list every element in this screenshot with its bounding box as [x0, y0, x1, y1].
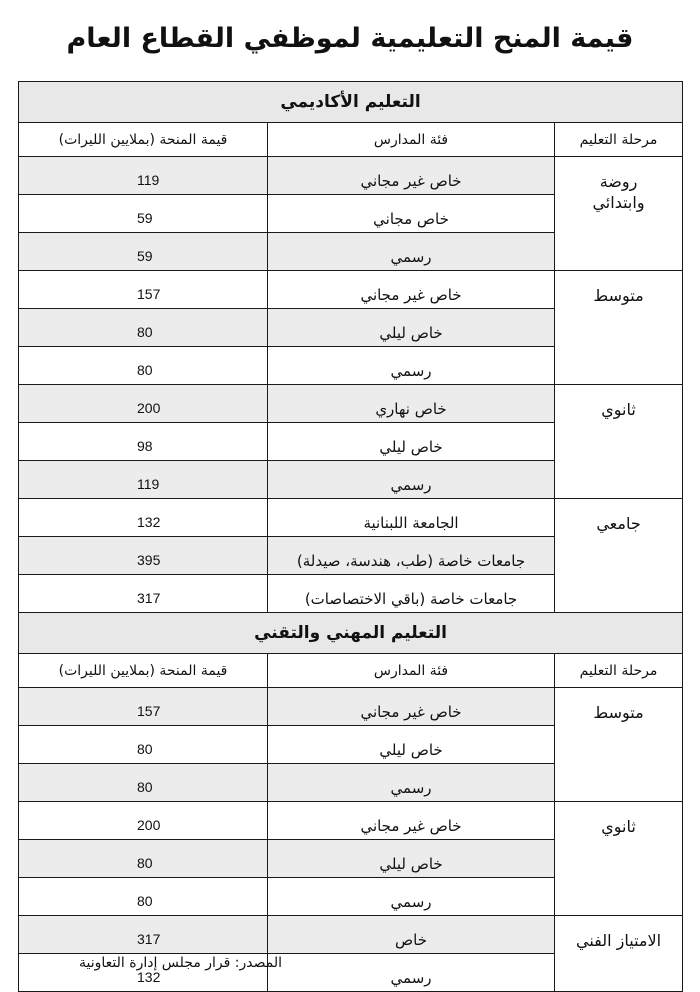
table-row	[19, 271, 683, 309]
school-type-cell: رسمي	[268, 878, 555, 916]
school-type-cell: جامعات خاصة (طب، هندسة، صيدلة)	[268, 537, 555, 575]
grant-value-cell: 200	[19, 385, 268, 423]
page-title: قيمة المنح التعليمية لموظفي القطاع العام	[66, 23, 634, 54]
table-row	[19, 385, 683, 423]
column-header-stage: مرحلة التعليم	[555, 654, 683, 688]
school-type-cell: جامعات خاصة (باقي الاختصاصات)	[268, 575, 555, 613]
school-type-cell: رسمي	[268, 347, 555, 385]
stage-cell	[555, 802, 683, 916]
grant-value-cell: 132	[19, 499, 268, 537]
grant-value-cell: 59	[19, 195, 268, 233]
school-type-cell: رسمي	[268, 233, 555, 271]
school-type-cell: خاص ليلي	[268, 726, 555, 764]
stage-cell	[555, 271, 683, 385]
grant-value-cell: 317	[19, 575, 268, 613]
stage-label: ثانوي	[601, 817, 636, 836]
grant-value-cell: 395	[19, 537, 268, 575]
stage-label: ثانوي	[601, 400, 636, 419]
grant-value-cell: 80	[19, 840, 268, 878]
grants-table-body	[19, 82, 683, 992]
school-type-cell: خاص مجاني	[268, 195, 555, 233]
column-header-value: قيمة المنحة (بملايين الليرات)	[19, 123, 268, 157]
table-row	[19, 499, 683, 537]
section-heading-row	[19, 82, 683, 123]
section-heading: التعليم الأكاديمي	[19, 82, 683, 123]
grants-table	[18, 81, 683, 992]
column-header-row	[19, 654, 683, 688]
grant-value-cell: 119	[19, 157, 268, 195]
table-row	[19, 688, 683, 726]
school-type-cell: خاص	[268, 916, 555, 954]
grant-value-cell: 200	[19, 802, 268, 840]
grant-value-cell: 119	[19, 461, 268, 499]
table-row	[19, 157, 683, 195]
stage-cell	[555, 916, 683, 992]
school-type-cell: الجامعة اللبنانية	[268, 499, 555, 537]
grant-value-cell: 132	[19, 954, 268, 992]
school-type-cell: خاص غير مجاني	[268, 271, 555, 309]
grant-value-cell: 98	[19, 423, 268, 461]
column-header-value: قيمة المنحة (بملايين الليرات)	[19, 654, 268, 688]
stage-label: متوسط	[593, 703, 644, 722]
grant-value-cell: 80	[19, 726, 268, 764]
grant-value-cell: 80	[19, 764, 268, 802]
school-type-cell: خاص غير مجاني	[268, 802, 555, 840]
stage-cell	[555, 499, 683, 613]
column-header-row	[19, 123, 683, 157]
grant-value-cell: 317	[19, 916, 268, 954]
column-header-type: فئة المدارس	[268, 123, 555, 157]
stage-label: روضة	[599, 172, 638, 191]
column-header-stage: مرحلة التعليم	[555, 123, 683, 157]
stage-label: جامعي	[596, 514, 641, 533]
school-type-cell: خاص ليلي	[268, 840, 555, 878]
grant-value-cell: 157	[19, 688, 268, 726]
section-heading: التعليم المهني والتقني	[19, 613, 683, 654]
grant-value-cell: 80	[19, 878, 268, 916]
school-type-cell: خاص نهاري	[268, 385, 555, 423]
stage-cell	[555, 157, 683, 271]
school-type-cell: رسمي	[268, 954, 555, 992]
grant-value-cell: 80	[19, 309, 268, 347]
school-type-cell: رسمي	[268, 461, 555, 499]
grant-value-cell: 59	[19, 233, 268, 271]
school-type-cell: خاص غير مجاني	[268, 688, 555, 726]
stage-label: الامتياز الفني	[575, 931, 662, 950]
column-header-type: فئة المدارس	[268, 654, 555, 688]
table-row	[19, 802, 683, 840]
source-note: المصدر: قرار مجلس إدارة التعاونية	[79, 955, 282, 971]
grant-value-cell: 157	[19, 271, 268, 309]
school-type-cell: رسمي	[268, 764, 555, 802]
table-row	[19, 916, 683, 954]
school-type-cell: خاص غير مجاني	[268, 157, 555, 195]
school-type-cell: خاص ليلي	[268, 309, 555, 347]
section-heading-row	[19, 613, 683, 654]
stage-label: وابتدائي	[592, 193, 645, 212]
grant-value-cell: 80	[19, 347, 268, 385]
school-type-cell: خاص ليلي	[268, 423, 555, 461]
stage-cell	[555, 688, 683, 802]
stage-cell	[555, 385, 683, 499]
stage-label: متوسط	[593, 286, 644, 305]
